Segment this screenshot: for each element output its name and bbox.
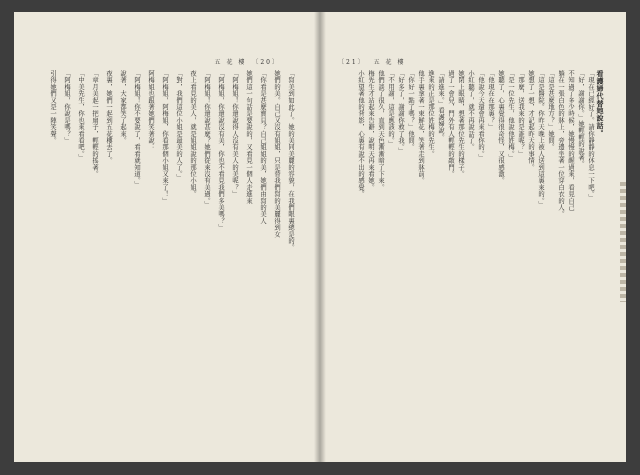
text-column: 她們的美。自己又沒有姐姐，只是替我們寫的美麗得到女	[273, 70, 280, 238]
text-column: 阿梅姐也跟著她們笑著說：	[147, 70, 154, 151]
text-column: 引得她們又是一陣笑聲。	[49, 70, 56, 144]
page-number: 〔20〕	[252, 59, 280, 66]
book-spread	[14, 12, 626, 462]
text-column: 「好，謝謝你。」她輕輕的說著。	[577, 70, 584, 168]
text-column: 「他現在在那裏？」	[487, 70, 494, 131]
text-column: 「不用謝，這是應該的。」	[387, 70, 394, 148]
text-column: 「他說今天還會再來看你的。」	[477, 70, 484, 161]
text-column: 「對，我們這位小姐是最美的人了。」	[175, 70, 182, 181]
torn-page-edge	[620, 182, 626, 302]
text-column: 「阿梅姐！你還說得人沒有美人的美呢？」	[231, 70, 238, 198]
text-column: 看護婦代替她說話。	[596, 70, 605, 137]
text-column: 「中美先生，你也來看看吧。」	[77, 70, 84, 161]
text-column: 「阿梅姐，你還說沒有美，你也不看見我們多美嗎？」	[217, 70, 224, 231]
text-column: 小紅聽了，就不再說話了。	[467, 70, 474, 151]
text-column: 她們這一句話是要說的，又看見一個人走進來	[245, 70, 252, 204]
left-page-header	[215, 57, 280, 66]
text-column: 她閉上眼睛，想著那位先生的樣子。	[457, 70, 464, 178]
text-column: 他們談了很久，直到天色漸漸暗了下來。	[377, 70, 384, 191]
text-column: 她想了一想，才記起昨天的事情。	[527, 70, 534, 171]
header-book-title: 五 花 樓	[373, 59, 406, 66]
right-page-header	[338, 57, 405, 66]
text-column: 「好多了，謝謝你救了我。」	[397, 70, 404, 154]
text-column: 「那麼，送我來的是誰呢？」	[517, 70, 524, 158]
right-page-text	[338, 70, 604, 432]
right-page	[320, 12, 626, 462]
text-column: 「現在已經好了。請你靜靜的休息一下吧。」	[587, 70, 594, 201]
text-column: 「章月美起一把扇子，輕輕的搖著。	[91, 70, 98, 178]
text-column: 梅先生才站起來告辭，說明天再來看她。	[367, 70, 374, 191]
text-column: 不知過了多少時候，她慢慢的醒過來，看見自己	[567, 70, 574, 211]
text-column: 「阿梅姐！你不要說了，看看就知道。」	[133, 70, 140, 188]
text-column: 小紅望著他的背影，心裏有說不出的感覺。	[357, 70, 364, 198]
text-column: 「這是醫院。你昨天晚上被人送到這裏來的。」	[537, 70, 544, 208]
text-column: 夜上看見的美人，就是姐姐說的那位小姐。	[189, 70, 196, 198]
text-column: 「你好一點了嗎？」他問。	[407, 70, 414, 151]
text-column: 「是一位先生，他說他姓梅。」	[507, 70, 514, 161]
text-column: 過了一會兒，門外有人輕輕的敲門。	[447, 70, 454, 178]
left-page	[14, 12, 320, 462]
text-column: 進來的正是那位姓梅的先生。	[427, 70, 434, 158]
page-number: 〔21〕	[338, 59, 366, 66]
text-column: 躺在一張白色的牀上，旁邊坐著一位穿白衣的人。	[557, 70, 564, 218]
text-column: 「阿梅姐，阿梅姐，你看那個小姐又來了！」	[161, 70, 168, 204]
book-gutter	[314, 12, 326, 462]
text-column: 說著，大家都笑了起來。	[119, 70, 126, 144]
text-column: 「阿梅姐！你還說甚麼？她們從來沒有美過。」	[203, 70, 210, 208]
text-column: 他手裏拿著一束鮮花，笑著走到牀前。	[417, 70, 424, 184]
left-page-text	[34, 70, 294, 432]
text-column: 「請進來。」看護婦說。	[437, 70, 444, 141]
header-book-title: 五 花 樓	[214, 59, 247, 66]
text-column: 夜裏，她們一起到五花樓去了。	[105, 70, 112, 164]
text-column: 「寫美到如此了。她的美同美麗的容貌，在我們眼裏總是的。	[287, 70, 294, 251]
text-column: 「阿梅姐，你說是嗎？」	[63, 70, 70, 144]
text-column: 她聽了，心裏覺得很奇怪，又很感激。	[497, 70, 504, 184]
text-column: 「這是甚麼地方？」她問。	[547, 70, 554, 151]
text-column: 「你看是甚麼寶貝？自己姐姐的美，她們由寫的美人	[259, 70, 266, 225]
